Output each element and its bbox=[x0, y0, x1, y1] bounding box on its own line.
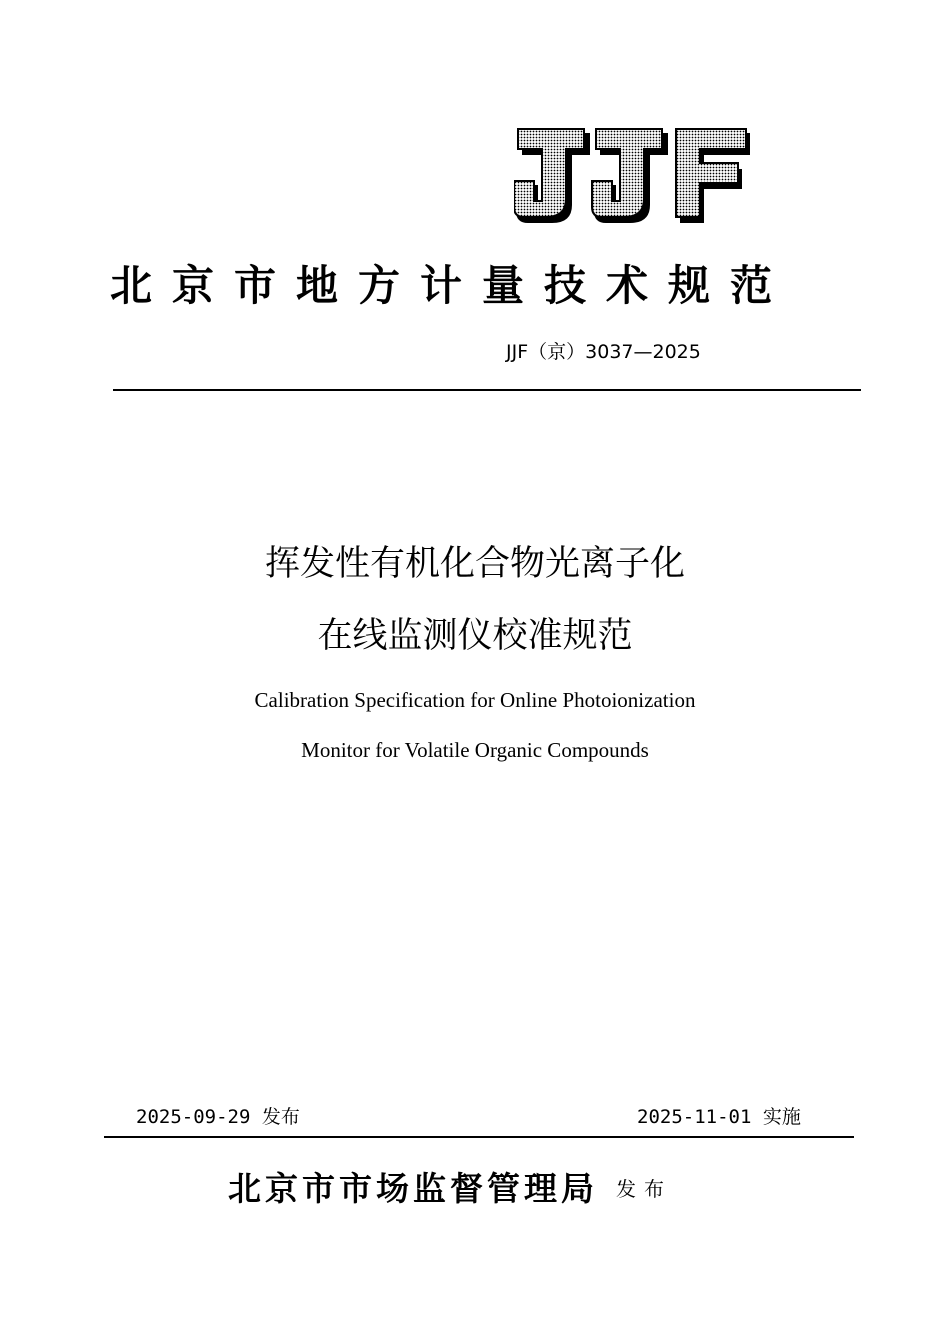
logo-face bbox=[514, 129, 746, 217]
effective-date: 2025-11-01 实施 bbox=[637, 1106, 801, 1128]
publish-date: 2025-09-29 发布 bbox=[136, 1106, 300, 1128]
chinese-title-line-2: 在线监测仪校准规范 bbox=[317, 616, 633, 656]
document-code: JJF（京）3037—2025 bbox=[506, 341, 701, 363]
header-divider bbox=[113, 389, 861, 391]
chinese-title-line-1: 挥发性有机化合物光离子化 bbox=[264, 544, 685, 584]
english-title-line-1: Calibration Specification for Online Photoionization bbox=[254, 688, 696, 712]
issuer-action: 发布 bbox=[616, 1177, 672, 1201]
footer-divider bbox=[104, 1136, 854, 1138]
english-title-line-2: Monitor for Volatile Organic Compounds bbox=[301, 738, 649, 762]
jjf-logo bbox=[514, 127, 752, 225]
authority-title: 北京市地方计量技术规范 bbox=[110, 261, 793, 310]
issuer-block bbox=[228, 1167, 672, 1211]
issuer-name: 北京市市场监督管理局 bbox=[228, 1169, 598, 1208]
